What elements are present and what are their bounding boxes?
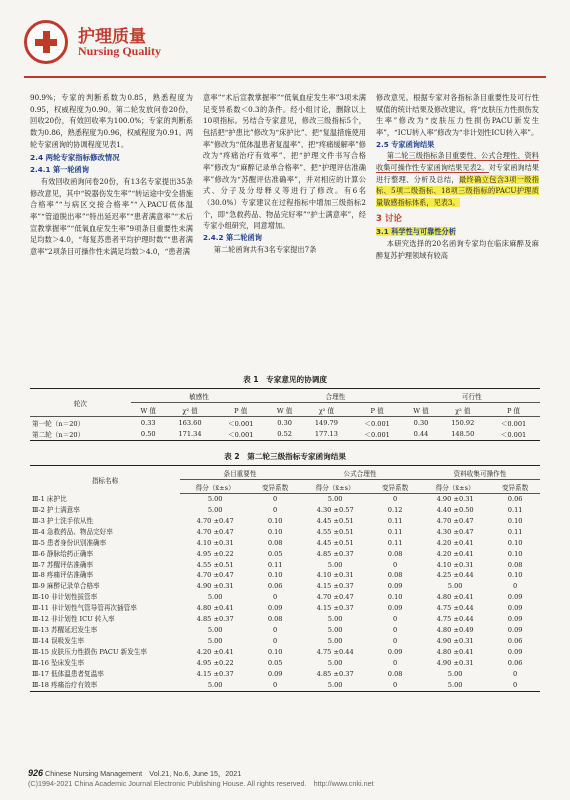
table1-group: 敏感性 — [131, 389, 267, 403]
table-cell: 4.20 ±0.41 — [436, 538, 474, 547]
table-cell: 4.10 ±0.31 — [436, 560, 474, 569]
table-row — [30, 680, 540, 691]
table-cell: 0.06 — [267, 582, 283, 591]
table-cell: 5.00 — [207, 494, 223, 503]
table1-subheader: χ² 值 — [302, 403, 351, 417]
table2-subheader-score: 得分（x̄±s） — [300, 480, 370, 494]
table-cell: 0.09 — [267, 670, 283, 679]
table-cell: 0 — [273, 494, 278, 503]
table2-title: 表 2 第二轮三级指标专家函询结果 — [224, 452, 346, 461]
table-cell: 0.33 — [140, 418, 156, 427]
table-cell: 0.10 — [507, 571, 523, 580]
table-row — [30, 614, 540, 625]
journal-citation: Chinese Nursing Management Vol.21, No.6, June 15，2021 — [45, 769, 242, 778]
table-cell: 0.10 — [267, 527, 283, 536]
subsection-heading: 2.4.1 第一轮函询 — [30, 165, 89, 175]
table1-subheader: W 值 — [404, 403, 439, 417]
table-cell: Ⅲ-4 急救药品、物品完好率 — [32, 527, 113, 536]
paragraph: 修改意见。根据专家对各指标条目重要性及可行性赋值的统计结果及修改建议，将“皮肤压力性损伤发生率”修改为“皮肤压力性损伤PACU新发生率”，“ICU转入率”修改为“非计划性ICU转入率”。 — [376, 93, 539, 137]
table-cell: 5.00 — [207, 626, 223, 635]
table-cell: 0.09 — [507, 593, 523, 602]
table2-subheader-cv: 变异系数 — [250, 480, 300, 494]
table-row — [30, 494, 540, 505]
table-cell: 4.55 ±0.51 — [316, 527, 354, 536]
table-cell: 0 — [393, 494, 398, 503]
table-cell: 0 — [273, 637, 278, 646]
table1-subheader: χ² 值 — [438, 403, 487, 417]
table-cell: 0 — [273, 681, 278, 689]
table-cell: 4.30 ±0.57 — [316, 505, 354, 514]
table-cell: 0.44 — [413, 430, 429, 439]
table-cell: 4.30 ±0.47 — [436, 527, 474, 536]
copyright-text: (C)1994-2021 China Academic Journal Electronic Publishing House. All rights reserved. http://www.cnki.net — [28, 779, 374, 788]
table-cell: 0.09 — [387, 582, 403, 591]
table-cell: 0.50 — [140, 430, 156, 439]
table2-group: 条目重要性 — [180, 466, 300, 480]
table-cell: 4.80 ±0.49 — [436, 626, 474, 635]
subsection-heading: 2.4.2 第二轮函询 — [203, 232, 262, 242]
table-cell: 0.06 — [507, 637, 523, 646]
table1-subheader: W 值 — [267, 403, 302, 417]
table-cell: 4.95 ±0.22 — [196, 659, 234, 668]
table-cell: 5.00 — [207, 681, 223, 689]
table-cell: 0.09 — [507, 626, 523, 635]
table-cell: 0.10 — [387, 593, 403, 602]
table-cell: 171.34 — [178, 430, 202, 439]
table-cell: 0.09 — [507, 648, 523, 657]
table-row — [30, 516, 540, 527]
table-cell: 4.70 ±0.47 — [196, 516, 234, 525]
table-cell: Ⅲ-15 皮肤压力性损伤 PACU 新发生率 — [32, 648, 147, 657]
table-cell: 4.45 ±0.51 — [316, 538, 354, 547]
table-cell: 0 — [513, 681, 518, 689]
table-cell: 4.85 ±0.37 — [196, 615, 234, 624]
table1-subheader: W 值 — [131, 403, 166, 417]
table-cell: Ⅲ-11 非计划性气管导管再次插管率 — [32, 604, 137, 613]
section-heading-discussion: 3 讨论 — [376, 213, 402, 224]
table1-title: 表 1 专家意见的协调度 — [243, 375, 327, 384]
table-cell: 0.30 — [413, 418, 429, 427]
table-cell: 0 — [393, 659, 398, 668]
table1-group: 可行性 — [404, 389, 540, 403]
text-column-3 — [376, 92, 539, 261]
table2-col-name: 指标名称 — [91, 476, 119, 485]
table-cell: 5.00 — [327, 560, 343, 569]
table-row — [30, 549, 540, 560]
table-cell: ＜0.001 — [364, 419, 390, 428]
table-row — [30, 505, 540, 516]
paragraph: 90.9%；专家的判断系数为0.85，熟悉程度为0.95，权威程度为0.90。第二轮发放问卷20份，回收20份，有效回收率为100.0%；专家的判断系数为0.86，熟悉程度为0.96，权威程度为0.91。两轮专家函询的协调程度见表1。 — [30, 93, 194, 149]
table-cell: 5.00 — [327, 681, 343, 689]
highlighted-text: 最终确立包含3项一级指标、5项二级指标、18项三级指标的PACU护理质量敏感指标体系，见表3。 — [376, 174, 539, 207]
table-cell: 0 — [393, 681, 398, 689]
table-cell: 0.09 — [507, 615, 523, 624]
table-cell: 150.92 — [451, 418, 475, 427]
table-cell: Ⅲ-2 护士满意率 — [32, 505, 80, 514]
table-cell: 0.10 — [507, 516, 523, 525]
table-cell: 4.10 ±0.31 — [196, 538, 234, 547]
table-cell: Ⅲ-5 患者身份识别准确率 — [32, 538, 107, 547]
table-cell: 148.50 — [451, 430, 475, 439]
page-footer — [28, 768, 548, 789]
table-cell: 0.11 — [507, 527, 523, 536]
table-cell: Ⅲ-14 误吸发生率 — [32, 637, 85, 646]
table-cell: 5.00 — [207, 637, 223, 646]
table-cell: 5.00 — [327, 615, 343, 624]
table-cell: 0 — [393, 560, 398, 569]
table-cell: 0.08 — [387, 571, 403, 580]
text-column-2 — [203, 92, 366, 255]
journal-title-cn: 护理质量 — [78, 27, 146, 47]
table-cell: 4.20 ±0.41 — [436, 549, 474, 558]
table-cell: 4.45 ±0.51 — [316, 516, 354, 525]
table-cell: 4.85 ±0.37 — [316, 670, 354, 679]
table-row — [30, 593, 540, 604]
table-cell: 4.15 ±0.37 — [196, 670, 234, 679]
table-cell: Ⅲ-8 疼痛评估准确率 — [32, 571, 94, 580]
table-cell: Ⅲ-17 低体温患者复温率 — [32, 670, 104, 679]
table-cell: 5.00 — [207, 593, 223, 602]
table-cell: 4.40 ±0.50 — [436, 505, 474, 514]
table-cell: ＜0.001 — [500, 431, 527, 440]
table1-subheader: P 值 — [351, 403, 404, 417]
table-cell: Ⅲ-6 静脉给药正确率 — [32, 549, 94, 558]
table-cell: 第一轮（n＝20） — [32, 419, 85, 428]
table-cell: 4.75 ±0.44 — [436, 604, 474, 613]
table-cell: 0.06 — [507, 659, 523, 668]
table-cell: 0.11 — [507, 505, 523, 514]
table-row — [30, 658, 540, 669]
table2-subheader-cv: 变异系数 — [490, 480, 540, 494]
table-cell: 0.05 — [267, 659, 283, 668]
table-row — [30, 669, 540, 680]
table-row — [30, 527, 540, 538]
journal-header — [24, 18, 554, 74]
table-cell: 163.60 — [178, 418, 202, 427]
table-cell: 4.90 ±0.31 — [436, 494, 474, 503]
table-cell: 0 — [273, 505, 278, 514]
table-cell: 4.90 ±0.31 — [436, 637, 474, 646]
table-cell: 0.06 — [507, 494, 523, 503]
table-cell: 0.52 — [277, 430, 292, 439]
table-cell: 0.30 — [277, 418, 292, 427]
table-cell: Ⅲ-12 非计划性 ICU 转入率 — [32, 615, 115, 624]
table-cell: 4.80 ±0.41 — [436, 648, 474, 657]
table-cell: 5.00 — [327, 626, 343, 635]
table-cell: Ⅲ-9 麻醉记录单合格率 — [32, 582, 100, 591]
table-cell: Ⅲ-10 非计划性拔管率 — [32, 593, 98, 602]
table2-body — [30, 494, 540, 692]
table-cell: 0.09 — [507, 604, 523, 613]
table-cell: 0.10 — [507, 538, 523, 547]
table1-group: 合理性 — [267, 389, 403, 403]
table2-group: 公式合理性 — [300, 466, 420, 480]
table-cell: 4.85 ±0.37 — [316, 549, 354, 558]
table-cell: 5.00 — [447, 681, 463, 689]
table-cell: 0 — [273, 593, 278, 602]
table-cell: Ⅲ-18 疼痛治疗有效率 — [32, 681, 98, 689]
table-cell: 0 — [393, 637, 398, 646]
table-cell: ＜0.001 — [364, 431, 390, 440]
table-cell: 4.90 ±0.31 — [436, 659, 474, 668]
table-cell: 0.09 — [267, 604, 283, 613]
table-row — [30, 538, 540, 549]
table-cell: 0.08 — [267, 538, 283, 547]
paragraph — [376, 150, 539, 208]
table-row — [30, 429, 540, 441]
table2-subheader-score: 得分（x̄±s） — [420, 480, 490, 494]
page-number: 926 — [28, 768, 44, 778]
journal-logo-icon — [24, 20, 68, 64]
table-cell: 4.70 ±0.47 — [196, 571, 234, 580]
table-cell: 4.15 ±0.37 — [316, 582, 354, 591]
table-cell: 0.09 — [387, 648, 403, 657]
table-cell: 5.00 — [327, 494, 343, 503]
table1-col-round: 轮次 — [30, 389, 131, 417]
table-cell: 177.13 — [314, 430, 338, 439]
subsection-heading-highlighted: 3.1 科学性与可靠性分析 — [376, 227, 456, 237]
table-cell: 4.55 ±0.51 — [196, 560, 234, 569]
table-cell: 0 — [393, 626, 398, 635]
header-divider — [24, 76, 546, 78]
table-cell: 0.10 — [267, 571, 283, 580]
table-cell: 0.11 — [387, 516, 403, 525]
table-cell: 第二轮（n＝20） — [32, 431, 85, 440]
table-cell: ＜0.001 — [500, 419, 527, 428]
table-cell: 0.12 — [387, 505, 403, 514]
table-cell: 4.15 ±0.37 — [316, 604, 354, 613]
table-cell: 5.00 — [447, 582, 463, 591]
table-cell: 4.70 ±0.47 — [316, 593, 354, 602]
table-cell: 4.95 ±0.22 — [196, 549, 234, 558]
table-cell: 0.08 — [507, 560, 523, 569]
table-cell: 4.10 ±0.31 — [316, 571, 354, 580]
table-cell: 0.09 — [387, 604, 403, 613]
paragraph-text: 对专家函询结果进行整理、分析及总结， — [376, 162, 539, 184]
table-row — [30, 571, 540, 582]
table-cell: ＜0.001 — [228, 419, 254, 428]
table-cell: 0.10 — [267, 516, 283, 525]
table-row — [30, 560, 540, 571]
table-cell: 5.00 — [207, 505, 223, 514]
table-row — [30, 582, 540, 593]
table-cell: 4.70 ±0.47 — [436, 516, 474, 525]
table-cell: 149.79 — [314, 418, 338, 427]
paragraph: 有效回收函询问卷20份，有13名专家提出35条修改意见，其中“锐器伤发生率”“转运途中安全措施合格率”“与病区交接合格率”“入PACU低体温率”“管道脱出率”“特出延迟率”“患者满意率”“术后宣教掌握率”“低氧血症发生率”9项条目重要性未满足均数＞4.0，“每复苏患者平均护理时数”“患者满意率”2项条目可操作性未满足均数＞4.0，“患者满 — [30, 176, 193, 256]
table-cell: 4.25 ±0.44 — [436, 571, 474, 580]
table2-subheader-score: 得分（x̄±s） — [180, 480, 250, 494]
table-cell: Ⅲ-7 苏醒评估准确率 — [32, 560, 94, 569]
table-cell: 5.00 — [447, 670, 463, 679]
table-cell: 4.70 ±0.47 — [196, 527, 234, 536]
table-cell: 0 — [393, 615, 398, 624]
section-heading: 2.4 两轮专家指标修改情况 — [30, 153, 120, 163]
table2-subheader-cv: 变异系数 — [370, 480, 420, 494]
table-cell: ＜0.001 — [228, 431, 254, 440]
table-cell: 0.11 — [387, 538, 403, 547]
table-cell: Ⅲ-3 护士洗手依从性 — [32, 516, 94, 525]
subsection-heading: 2.5 专家函询结果 — [376, 139, 435, 149]
journal-title-en: Nursing Quality — [78, 44, 162, 58]
underlined-text: 第二轮三级指标条目重要性、公式合理性、资料收集可操作性专家函询结果见表2。 — [376, 151, 539, 172]
table-cell: 4.90 ±0.31 — [196, 582, 234, 591]
table-cell: Ⅲ-13 苏醒延迟发生率 — [32, 626, 98, 635]
table-row — [30, 625, 540, 636]
table-cell: 4.20 ±0.41 — [196, 648, 234, 657]
table1-body — [30, 417, 540, 441]
table-cell: 0.08 — [267, 615, 283, 624]
table-cell: 0 — [273, 626, 278, 635]
table-cell: 0.08 — [387, 549, 403, 558]
table-cell: 4.75 ±0.44 — [316, 648, 354, 657]
table-cell: 0 — [513, 582, 518, 591]
table1-subheader: P 值 — [487, 403, 540, 417]
table-cell: 5.00 — [327, 637, 343, 646]
paragraph: 第二轮函询共有3名专家提出7条 — [213, 244, 317, 254]
table1 — [30, 388, 540, 441]
table-cell: 0.08 — [387, 670, 403, 679]
text-column-1 — [30, 92, 193, 258]
table-cell: 0.05 — [267, 549, 283, 558]
table2-group: 资料收集可操作性 — [420, 466, 540, 480]
table-cell: Ⅲ-16 坠床发生率 — [32, 659, 85, 668]
table-cell: 0.11 — [387, 527, 403, 536]
table2 — [30, 465, 540, 692]
paragraph: 本研究选择的20名函询专家均在临床麻醉及麻醉复苏护理领域有较高 — [376, 238, 539, 260]
table-cell: 4.80 ±0.41 — [196, 604, 234, 613]
table-row — [30, 604, 540, 615]
table1-subheader: P 值 — [214, 403, 267, 417]
table-row — [30, 417, 540, 429]
table-row — [30, 647, 540, 658]
table-cell: 0 — [513, 670, 518, 679]
paragraph: 意率”“术后宣教掌握率”“低氧血症发生率”3项未满足变异系数＜0.3的条件。经小组讨论，删除以上10项指标。另结合专家意见，修改三级指标5个，包括把“护患比”修改为“床护比”、把“复温措施使用率”修改为“低体温患者复温率”、把“疼痛缓解率”修改为“疼痛治疗有效率”、把“护理文件书写合格率”修改为“麻醉记录单合格率”、把“护理评估准确率”修改为“苏醒评估准确率”，并对相应的计算公式、分子及分母释义等进行了修改。有6名（30.0%）专家建议在过程指标中增加三级指标2个，即“急救药品、物品完好率”“护士满意率”，经专家小组研究，同意增加。 — [203, 93, 366, 231]
table-cell: 4.75 ±0.44 — [436, 615, 474, 624]
table-cell: 0.10 — [507, 549, 523, 558]
table-cell: 5.00 — [327, 659, 343, 668]
table1-subheader: χ² 值 — [166, 403, 215, 417]
table-cell: 0.11 — [267, 560, 283, 569]
table-cell: 4.80 ±0.41 — [436, 593, 474, 602]
table-row — [30, 636, 540, 647]
table-cell: 0.10 — [267, 648, 283, 657]
table-cell: Ⅲ-1 床护比 — [32, 494, 67, 503]
